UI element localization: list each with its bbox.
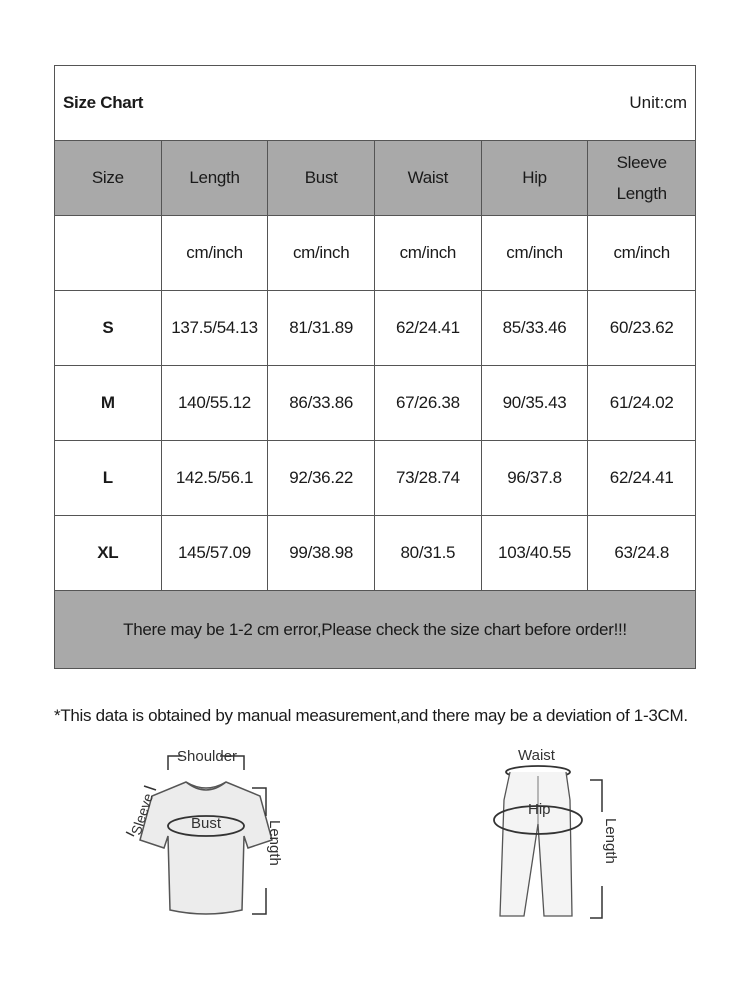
shirt-measurement-diagram <box>120 740 300 930</box>
table-row <box>55 441 695 516</box>
table-cell: 63/24.8 <box>588 516 695 591</box>
table-cell: 145/57.09 <box>162 516 269 591</box>
table-cell: 80/31.5 <box>375 516 482 591</box>
table-cell: 81/31.89 <box>268 291 375 366</box>
size-chart-table <box>54 65 696 669</box>
table-row <box>55 291 695 366</box>
pants-measurement-diagram <box>490 740 630 930</box>
size-label: S <box>55 291 162 366</box>
table-cell: 103/40.55 <box>482 516 589 591</box>
length-bracket <box>590 780 602 918</box>
table-cell: 62/24.41 <box>588 441 695 516</box>
header-length: Length <box>162 141 269 216</box>
table-cell: 99/38.98 <box>268 516 375 591</box>
table-cell: 62/24.41 <box>375 291 482 366</box>
header-bust: Bust <box>268 141 375 216</box>
header-waist: Waist <box>375 141 482 216</box>
table-cell: 60/23.62 <box>588 291 695 366</box>
waist-label: Waist <box>518 747 555 764</box>
table-row <box>55 516 695 591</box>
header-sleeve-line2: Length <box>616 184 667 203</box>
table-cell: 86/33.86 <box>268 366 375 441</box>
size-chart-title: Size Chart <box>63 93 144 112</box>
measurement-disclaimer: *This data is obtained by manual measurement,and there may be a deviation of 1-3CM. <box>54 706 688 725</box>
table-cell: 142.5/56.1 <box>162 441 269 516</box>
units-row <box>55 216 695 291</box>
units-cell: cm/inch <box>268 216 375 291</box>
size-chart-title-row <box>55 66 695 141</box>
units-cell: cm/inch <box>588 216 695 291</box>
size-label: XL <box>55 516 162 591</box>
table-cell: 73/28.74 <box>375 441 482 516</box>
header-hip: Hip <box>482 141 589 216</box>
table-cell: 67/26.38 <box>375 366 482 441</box>
shirt-outline <box>140 782 272 914</box>
table-cell: 85/33.46 <box>482 291 589 366</box>
table-cell: 137.5/54.13 <box>162 291 269 366</box>
table-row <box>55 366 695 441</box>
table-cell: 61/24.02 <box>588 366 695 441</box>
length-label: Length <box>602 818 619 864</box>
table-cell: 96/37.8 <box>482 441 589 516</box>
header-size: Size <box>55 141 162 216</box>
units-cell <box>55 216 162 291</box>
sleeve-label: Sleeve <box>127 791 157 837</box>
unit-label: Unit:cm <box>629 93 687 112</box>
header-sleeve-length <box>588 141 695 216</box>
units-cell: cm/inch <box>375 216 482 291</box>
table-cell: 92/36.22 <box>268 441 375 516</box>
length-label: Length <box>266 820 283 866</box>
pants-outline <box>500 772 572 916</box>
size-label: L <box>55 441 162 516</box>
units-cell: cm/inch <box>482 216 589 291</box>
table-cell: 140/55.12 <box>162 366 269 441</box>
bust-label: Bust <box>191 815 222 832</box>
shoulder-label: Shoulder <box>177 748 238 765</box>
header-sleeve-line1: Sleeve <box>616 153 667 172</box>
hip-label: Hip <box>528 801 551 818</box>
table-cell: 90/35.43 <box>482 366 589 441</box>
header-row <box>55 141 695 216</box>
size-note: There may be 1-2 cm error,Please check the size chart before order!!! <box>55 591 695 668</box>
size-label: M <box>55 366 162 441</box>
units-cell: cm/inch <box>162 216 269 291</box>
